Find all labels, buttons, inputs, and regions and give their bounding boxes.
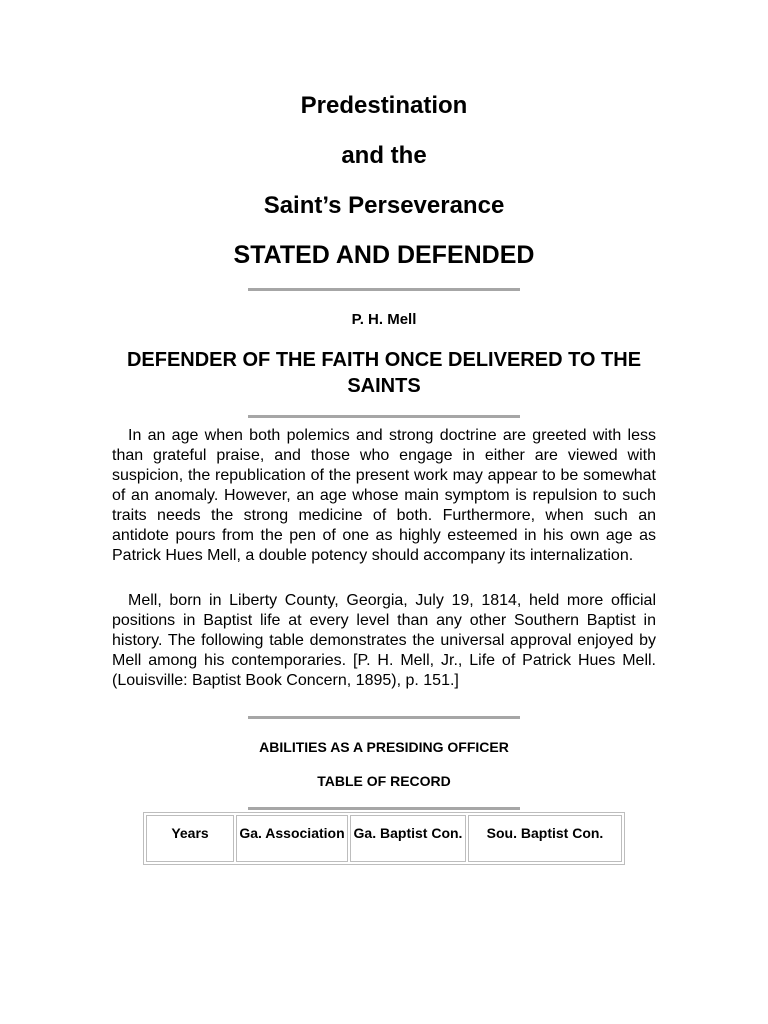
table-heading: TABLE OF RECORD bbox=[317, 773, 451, 789]
author-name: P. H. Mell bbox=[351, 311, 417, 328]
subtitle: DEFENDER OF THE FAITH ONCE DELIVERED TO THE SAINTS bbox=[126, 349, 642, 397]
title-line-1: Predestination bbox=[300, 92, 468, 119]
table-header-ga-baptist-con: Ga. Baptist Con. bbox=[350, 815, 466, 862]
body-paragraph-2: Mell, born in Liberty County, Georgia, July 19, 1814, held more official positions in Baptist life at every level than any other Southern Baptist in history. The following table demonstrates the universal approval enjoyed by Mell among his contemporaries. [P. H. Mell, Jr., Life of Patrick Hues Mell. (Louisville: Baptist Book Concern, 1895), p. 151.] bbox=[112, 592, 656, 689]
table-header-years: Years bbox=[146, 815, 234, 862]
title-line-4: STATED AND DEFENDED bbox=[233, 241, 535, 269]
title-line-2: and the bbox=[341, 142, 427, 169]
body-paragraph-1: In an age when both polemics and strong doctrine are greeted with less than grateful praise, and those who engage in either are viewed with suspicion, the republication of the present work may appear to be somewhat of an anomaly. However, an age whose main symptom is repulsion to such traits needs the strong medicine of both. Furthermore, when such an antidote pours from the pen of one as highly esteemed in his own age as Patrick Hues Mell, a double potency should accompany its internalization. bbox=[112, 427, 656, 564]
horizontal-divider bbox=[248, 807, 520, 810]
table-header-sou-baptist-con: Sou. Baptist Con. bbox=[468, 815, 622, 862]
table-header-ga-association: Ga. Association bbox=[236, 815, 348, 862]
record-table bbox=[143, 812, 625, 865]
title-line-3: Saint’s Perseverance bbox=[263, 192, 505, 219]
section-heading: ABILITIES AS A PRESIDING OFFICER bbox=[259, 739, 509, 755]
horizontal-divider bbox=[248, 716, 520, 719]
horizontal-divider bbox=[248, 415, 520, 418]
horizontal-divider bbox=[248, 288, 520, 291]
